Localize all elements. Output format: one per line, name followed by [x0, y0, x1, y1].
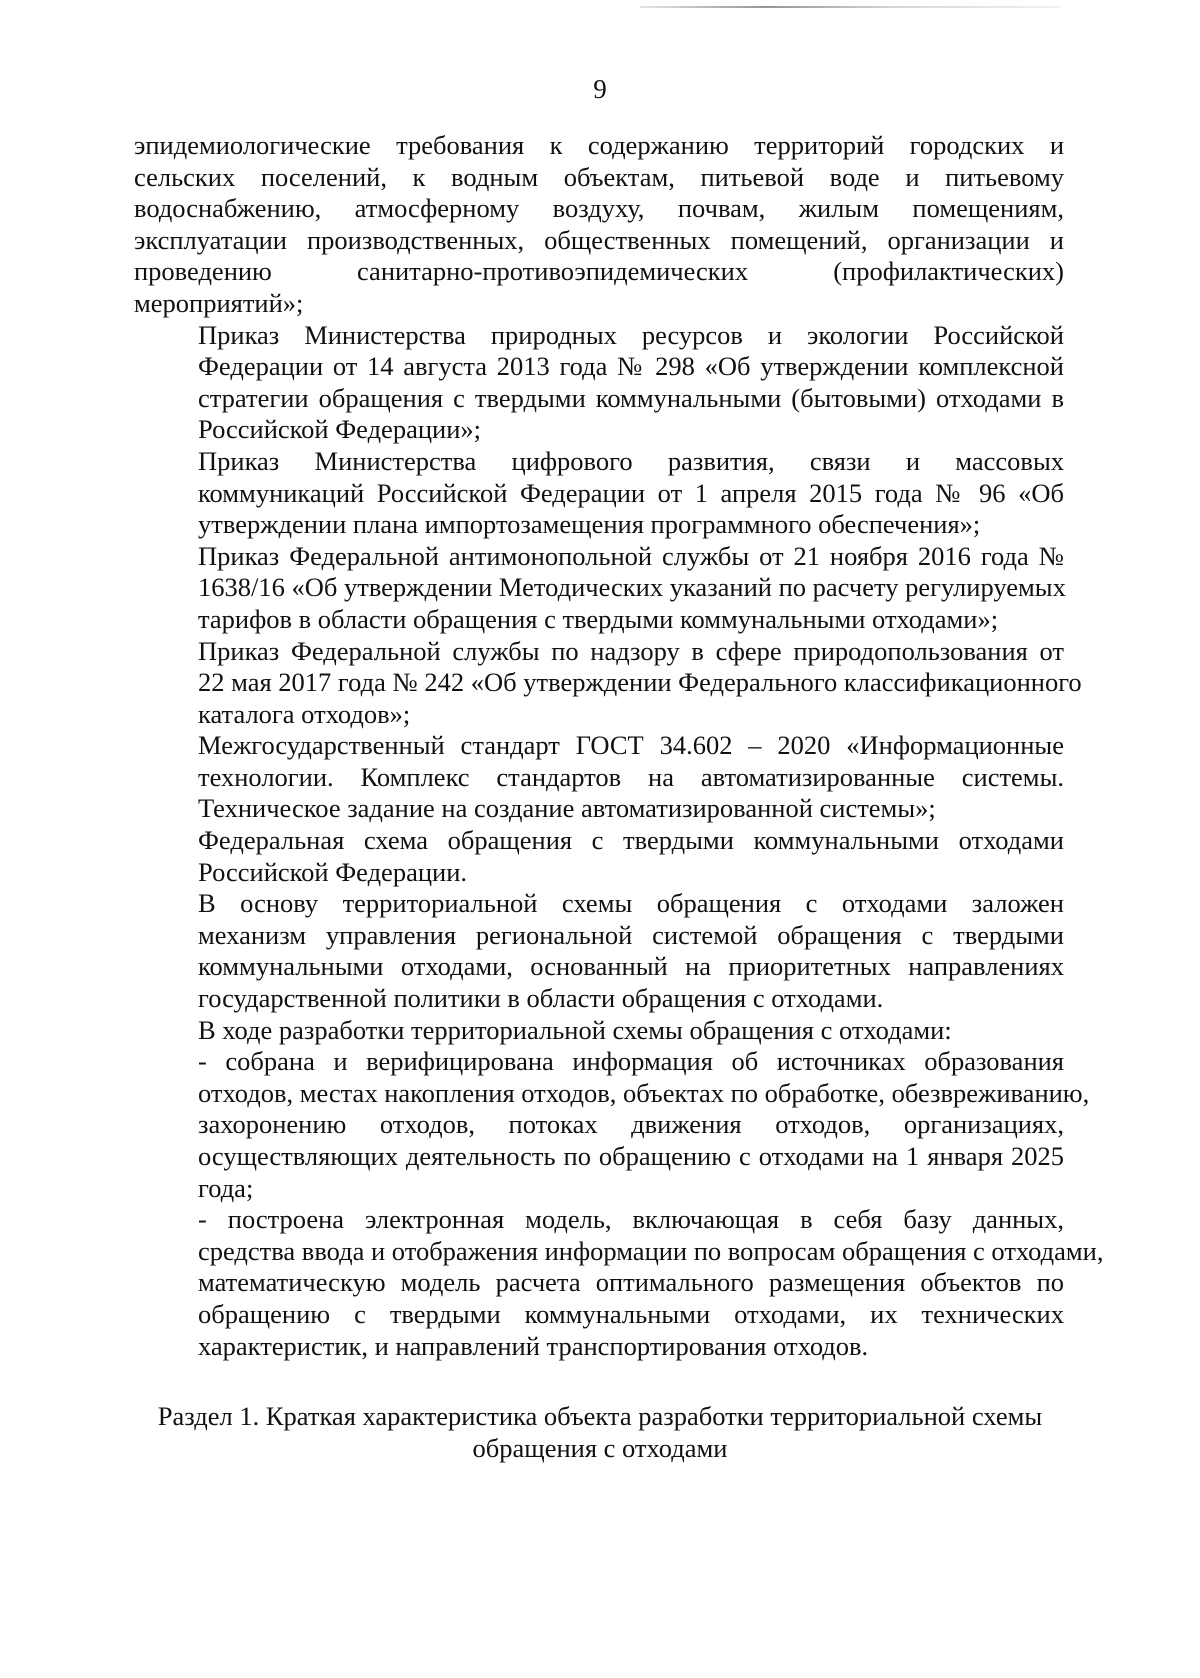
text-line: средства ввода и отображения информации по вопросам обращения с отходами,	[198, 1235, 1104, 1266]
text-line: каталога отходов»;	[198, 698, 411, 729]
document-body	[134, 130, 1104, 1362]
text-line: Техническое задание на создание автоматизированной системы»;	[198, 793, 936, 824]
section-heading-line-1: Раздел 1. Краткая характеристика объекта разработки территориальной схемы	[157, 1401, 1043, 1431]
paragraph-order-mincifry	[134, 446, 1064, 541]
text-line: характеристик, и направлений транспортирования отходов.	[198, 1330, 869, 1361]
text-line: эпидемиологические требования к содержанию территорий городских и	[134, 130, 1064, 160]
text-line: государственной политики в области обращения с отходами.	[198, 983, 884, 1014]
text-line: Приказ Министерства природных ресурсов и экологии Российской	[198, 319, 1064, 350]
text-line: В основу территориальной схемы обращения с отходами заложен	[198, 888, 1064, 919]
text-line: отходов, местах накопления отходов, объектах по обработке, обезвреживанию,	[198, 1077, 1090, 1108]
text-line: захоронению отходов, потоках движения отходов, организациях,	[198, 1109, 1064, 1140]
text-line: обращению с твердыми коммунальными отходами, их технических	[198, 1298, 1064, 1329]
text-line: Федерации от 14 августа 2013 года № 298 «Об утверждении комплексной	[198, 351, 1064, 382]
text-line: механизм управления региональной системой обращения с твердыми	[198, 919, 1064, 950]
text-line: 22 мая 2017 года № 242 «Об утверждении Федерального классификационного	[198, 667, 1082, 698]
text-line: тарифов в области обращения с твердыми коммунальными отходами»;	[198, 603, 999, 634]
text-line: 1638/16 «Об утверждении Методических указаний по расчету регулируемых	[198, 572, 1066, 603]
text-line: Российской Федерации.	[198, 856, 467, 887]
paragraph-development-intro	[134, 1015, 1064, 1047]
text-line: Российской Федерации»;	[198, 414, 481, 445]
paragraph-basis	[134, 888, 1064, 1014]
text-line: Приказ Министерства цифрового развития, связи и массовых	[198, 445, 1064, 476]
paragraph-order-rosprirodnadzor	[134, 635, 1082, 731]
paragraph-order-minprirody	[134, 320, 1064, 446]
paragraph-federal-scheme	[134, 825, 1064, 888]
text-line: мероприятий»;	[134, 287, 304, 318]
text-line: Приказ Федеральной антимонопольной службы от 21 ноября 2016 года №	[198, 540, 1064, 571]
text-line: Межгосударственный стандарт ГОСТ 34.602 – 2020 «Информационные	[198, 730, 1064, 761]
text-line: - собрана и верифицирована информация об источниках образования	[198, 1046, 1064, 1077]
text-line: эксплуатации производственных, общественных помещений, организации и	[134, 224, 1064, 255]
text-line: технологии. Комплекс стандартов на автоматизированные системы.	[198, 761, 1064, 792]
paragraph-gost	[134, 730, 1064, 825]
section-heading-line-2: обращения с отходами	[472, 1433, 728, 1463]
text-line: коммуникаций Российской Федерации от 1 апреля 2015 года № 96 «Об	[198, 477, 1064, 508]
paragraph-bullet-model	[134, 1204, 1104, 1362]
text-line: В ходе разработки территориальной схемы обращения с отходами:	[198, 1014, 952, 1045]
text-line: коммунальными отходами, основанный на приоритетных направлениях	[198, 951, 1064, 982]
text-line: водоснабжению, атмосферному воздуху, почвам, жилым помещениям,	[134, 193, 1064, 224]
text-line: Федеральная схема обращения с твердыми коммунальными отходами	[198, 825, 1064, 856]
text-line: - построена электронная модель, включающая в себя базу данных,	[198, 1204, 1064, 1235]
page-number: 9	[593, 74, 607, 104]
text-line: стратегии обращения с твердыми коммунальными (бытовыми) отходами в	[198, 382, 1064, 413]
paragraph-order-fas	[134, 541, 1064, 636]
text-line: проведению санитарно-противоэпидемических (профилактических)	[134, 256, 1064, 287]
text-line: сельских поселений, к водным объектам, питьевой воде и питьевому	[134, 161, 1064, 192]
text-line: года;	[198, 1172, 254, 1203]
text-line: математическую модель расчета оптимального размещения объектов по	[198, 1267, 1064, 1298]
paragraph-continuation	[134, 130, 1064, 320]
paragraph-bullet-collected	[134, 1046, 1090, 1204]
text-line: Приказ Федеральной службы по надзору в сфере природопользования от	[198, 635, 1064, 666]
scan-edge-artifact	[640, 6, 1060, 8]
text-line: осуществляющих деятельность по обращению с отходами на 1 января 2025	[198, 1141, 1064, 1171]
text-line: утверждении плана импортозамещения программного обеспечения»;	[198, 509, 981, 540]
section-heading	[120, 1400, 1080, 1464]
